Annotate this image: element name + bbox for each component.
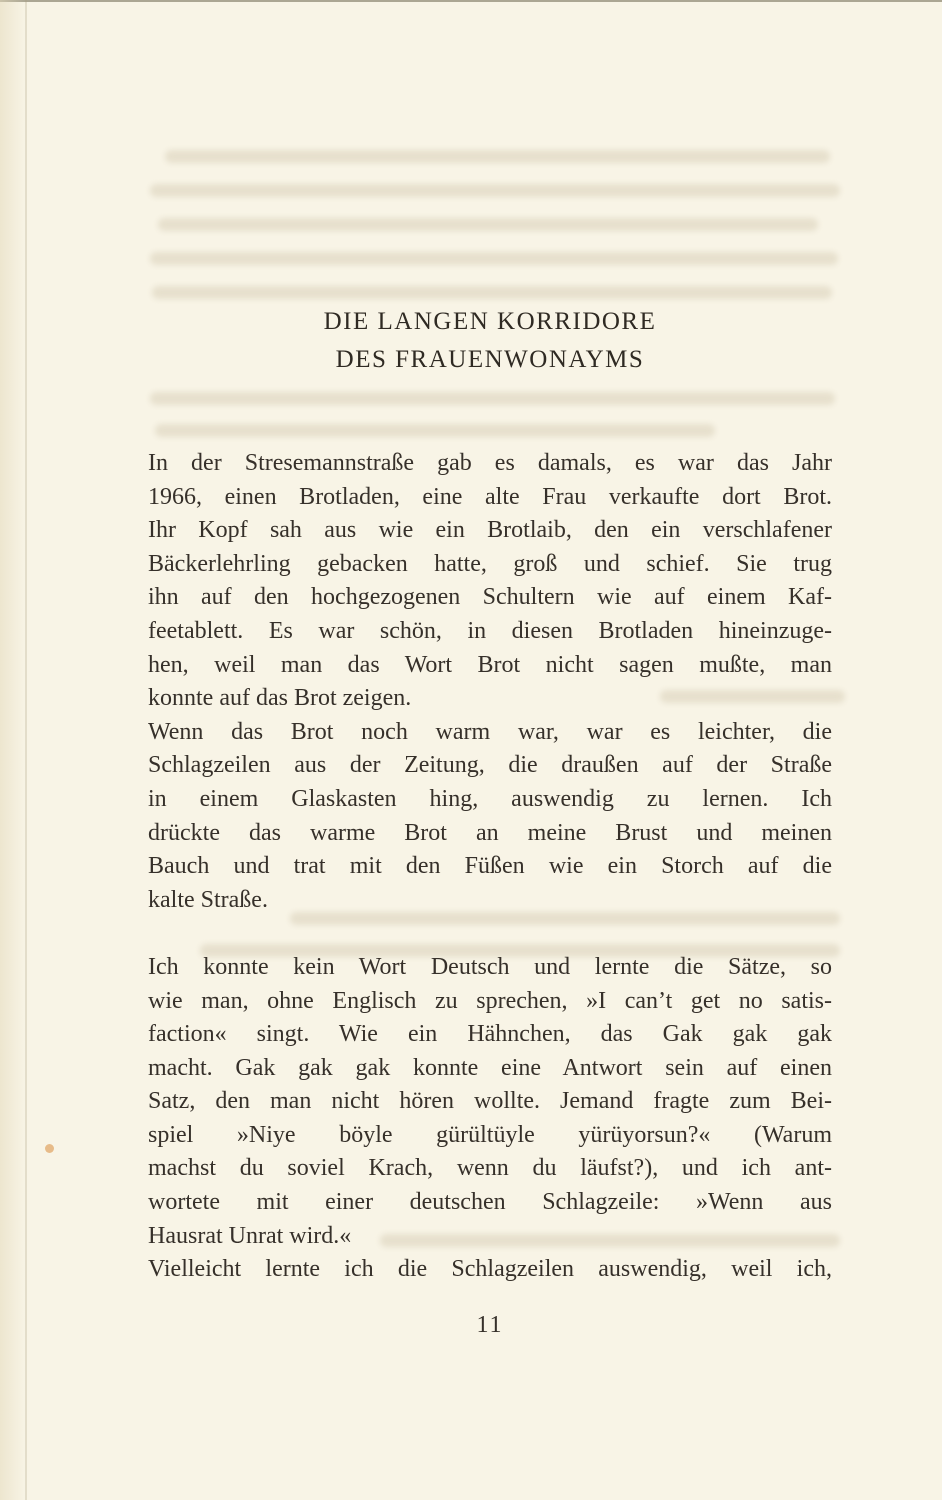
text-line: faction« singt. Wie ein Hähnchen, das Gak gak gak — [148, 1021, 832, 1048]
text-line: Ihr Kopf sah aus wie ein Brotlaib, den ein verschlafener — [148, 517, 832, 544]
text-line: in einem Glaskasten hing, auswendig zu lernen. Ich — [148, 785, 832, 812]
ghost-text-line — [155, 424, 715, 437]
page-gutter-crease — [25, 0, 27, 1500]
text-line: macht. Gak gak gak konnte eine Antwort sein auf einen — [148, 1054, 832, 1081]
text-line: Wenn das Brot noch warm war, war es leichter, die — [148, 718, 832, 745]
text-line: kalte Straße. — [148, 886, 268, 913]
text-line: feetablett. Es war schön, in diesen Brotladen hineinzuge- — [148, 617, 832, 644]
page-top-edge — [0, 0, 942, 2]
ghost-text-line — [165, 150, 830, 163]
text-line: 1966, einen Brotladen, eine alte Frau verkaufte dort Brot. — [148, 483, 832, 510]
text-line: Hausrat Unrat wird.« — [148, 1222, 352, 1249]
page-number: 11 — [476, 1312, 504, 1338]
ghost-text-line — [150, 252, 838, 265]
body-text — [148, 447, 832, 1287]
chapter-title-line-2: DES FRAUENWONAYMS — [335, 346, 645, 373]
text-line: Vielleicht lernte ich die Schlagzeilen auswendig, weil ich, — [148, 1256, 832, 1283]
paper-speck — [45, 1144, 54, 1153]
ghost-text-line — [150, 184, 840, 197]
text-line: spiel »Niye böyle gürültüyle yürüyorsun?« (Warum — [148, 1121, 832, 1148]
ghost-text-line — [150, 392, 835, 405]
text-line: In der Stresemannstraße gab es damals, es war das Jahr — [148, 450, 832, 476]
ghost-text-line — [152, 286, 832, 299]
text-line: machst du soviel Krach, wenn du läufst?), und ich ant- — [148, 1155, 832, 1182]
text-line: konnte auf das Brot zeigen. — [148, 685, 412, 712]
ghost-text-line — [158, 218, 818, 231]
text-line: Bauch und trat mit den Füßen wie ein Storch auf die — [148, 853, 832, 880]
text-line: ihn auf den hochgezogenen Schultern wie auf einem Kaf- — [148, 584, 832, 611]
text-line: wie man, ohne Englisch zu sprechen, »I can’t get no satis- — [148, 987, 832, 1014]
text-line: Ich konnte kein Wort Deutsch und lernte die Sätze, so — [148, 953, 832, 980]
page-gutter-shade — [0, 0, 26, 1500]
text-line: wortete mit einer deutschen Schlagzeile: »Wenn aus — [148, 1189, 832, 1216]
text-line: Satz, den man nicht hören wollte. Jemand fragte zum Bei- — [148, 1088, 832, 1115]
text-line: hen, weil man das Wort Brot nicht sagen mußte, man — [148, 651, 832, 678]
text-line: Bäckerlehrling gebacken hatte, groß und schief. Sie trug — [148, 550, 832, 577]
chapter-title-line-1: DIE LANGEN KORRIDORE — [323, 308, 657, 335]
text-line: Schlagzeilen aus der Zeitung, die draußen auf der Straße — [148, 752, 832, 779]
text-line: drückte das warme Brot an meine Brust und meinen — [148, 819, 832, 846]
chapter-title — [148, 303, 832, 379]
